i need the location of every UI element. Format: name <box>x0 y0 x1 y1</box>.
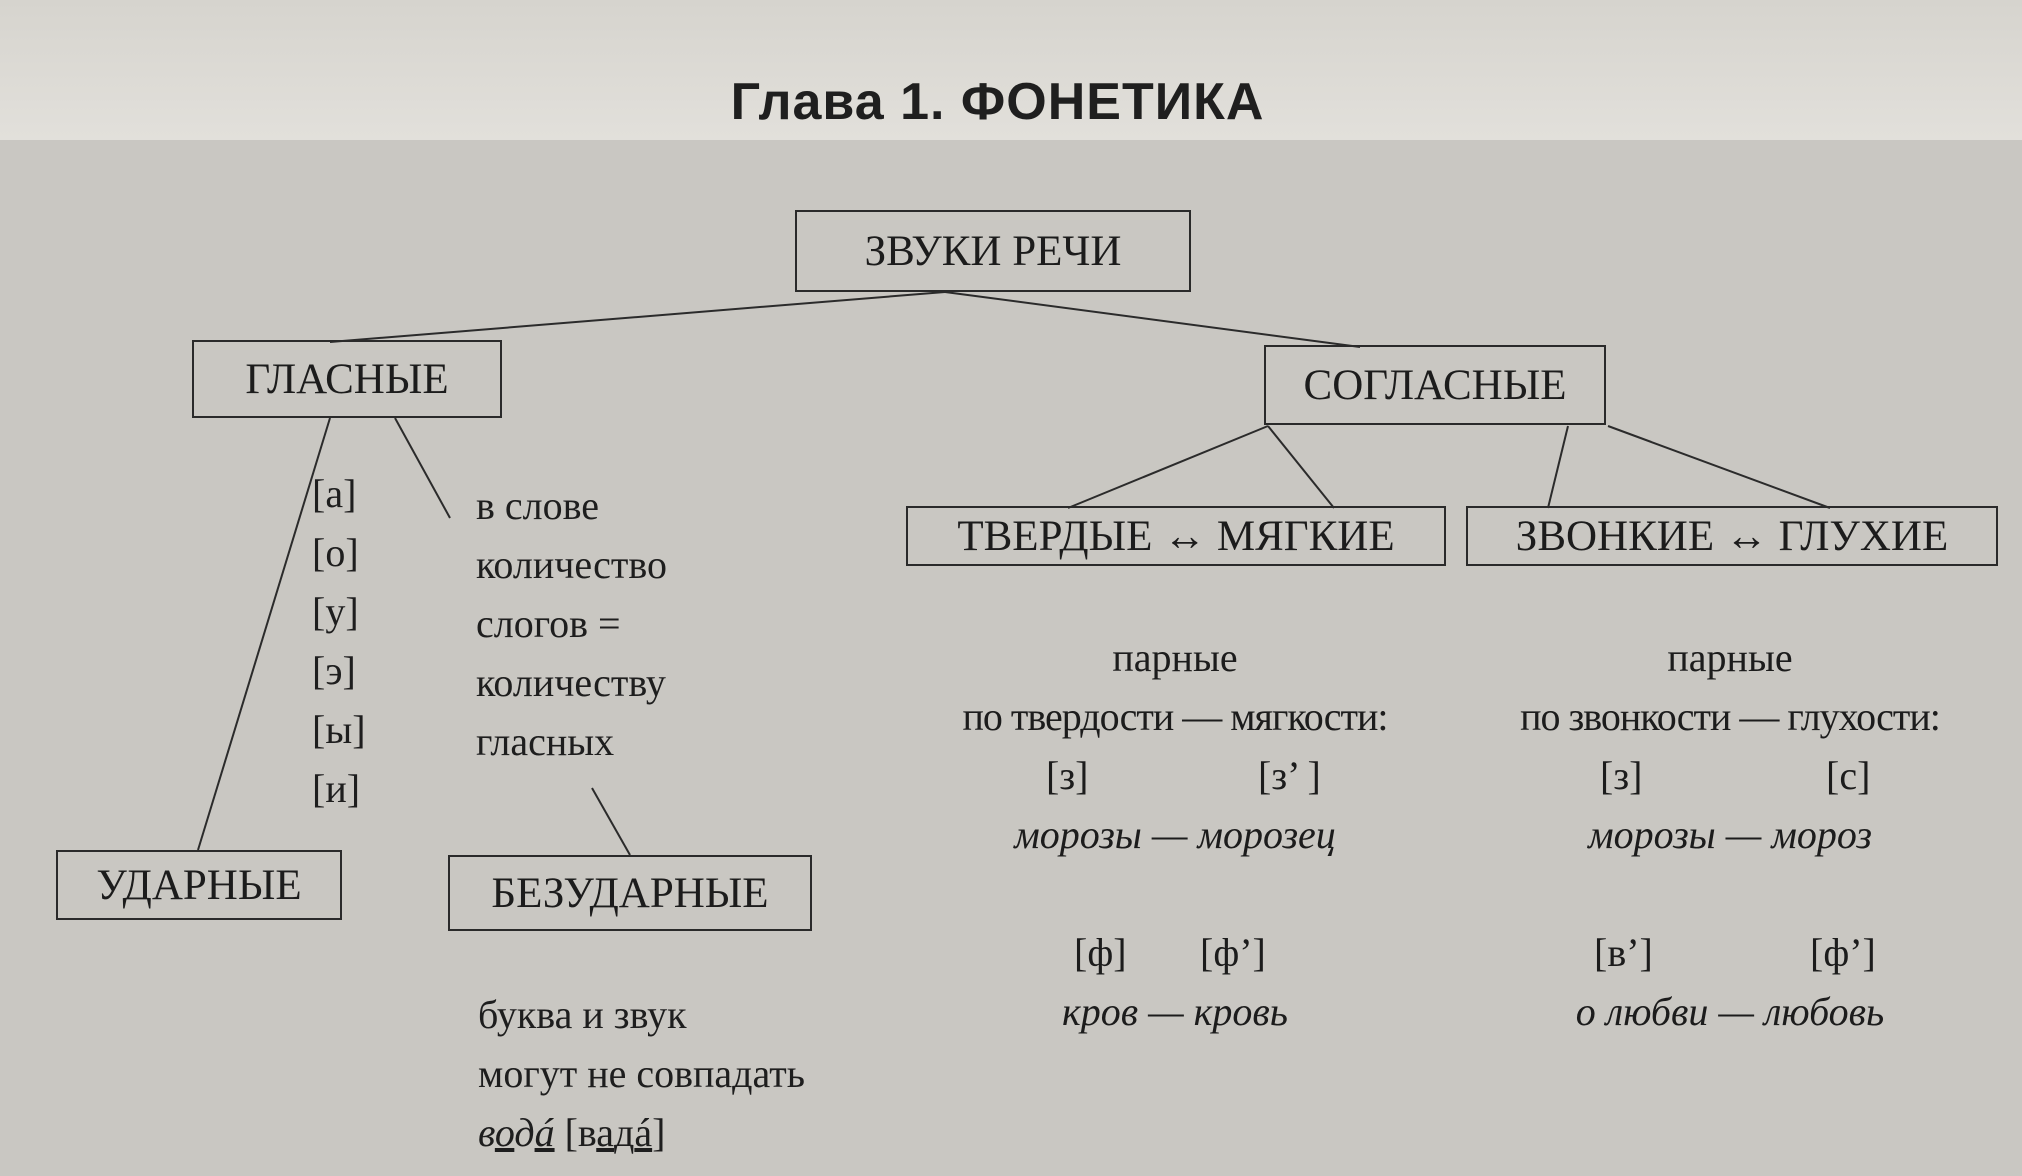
chapter-heading: Глава 1. ФОНЕТИКА <box>730 73 1265 131</box>
example-transcription: [вадá] <box>554 1110 666 1155</box>
edge-vowels-stressed <box>198 418 330 850</box>
voiced-sound-a: [з] <box>1600 753 1643 798</box>
hard-soft-title-2: по твердости — мягкости: <box>962 694 1388 739</box>
stressed-node <box>56 850 342 920</box>
hard-soft-sound-a: [з] <box>1046 753 1089 798</box>
hard-soft-sound-d: [ф’] <box>1200 930 1266 975</box>
consonants-node <box>1264 345 1606 425</box>
edge-root-consonants <box>945 292 1360 347</box>
vowel-sound: [о] <box>312 530 359 575</box>
unstressed-node-label: БЕЗУДАРНЫЕ <box>491 869 769 917</box>
vowel-sound: [у] <box>312 589 359 634</box>
syllable-rule-note <box>476 483 736 781</box>
vowel-sound: [и] <box>312 766 361 811</box>
unstressed-node <box>448 855 812 931</box>
vowels-node <box>192 340 502 418</box>
example-word: водá <box>478 1110 555 1155</box>
root-node-label: ЗВУКИ РЕЧИ <box>864 227 1122 275</box>
hard-soft-words-1: морозы — морозец <box>1014 812 1336 857</box>
voiced-title-2: по звонкости — глухости: <box>1520 694 1940 739</box>
edge-vowels-syllables <box>395 418 450 518</box>
unstressed-example <box>478 1110 898 1172</box>
root-node <box>795 210 1191 292</box>
voiced-title-1: парные <box>1667 635 1793 680</box>
edge-root-vowels <box>330 292 945 342</box>
edge-consonants-hard-soft-b <box>1268 426 1334 508</box>
vowel-sound: [э] <box>312 648 356 693</box>
edge-consonants-voiced-b <box>1608 426 1830 508</box>
hard-soft-title-1: парные <box>1112 635 1238 680</box>
voiced-sound-c: [в’] <box>1594 930 1653 975</box>
consonants-node-label: СОГЛАСНЫЕ <box>1303 361 1567 409</box>
hard-soft-node-label: ТВЕРДЫЕ ↔ МЯГКИЕ <box>957 512 1395 560</box>
hard-soft-sound-b: [з’ ] <box>1258 753 1321 798</box>
voiced-words-2: о любви — любовь <box>1575 989 1885 1034</box>
hard-soft-words-2: кров — кровь <box>1062 989 1288 1034</box>
vowel-sound: [ы] <box>312 707 366 752</box>
vowels-node-label: ГЛАСНЫЕ <box>245 355 449 403</box>
voiced-voiceless-node <box>1466 506 1998 566</box>
hard-soft-node <box>906 506 1446 566</box>
unstressed-rule-line: могут не совпадать <box>478 1051 805 1096</box>
syllable-rule-line: слогов = <box>476 601 621 646</box>
stressed-node-label: УДАРНЫЕ <box>96 861 302 909</box>
unstressed-rule-line: буква и звук <box>478 992 687 1037</box>
hard-soft-sound-c: [ф] <box>1074 930 1127 975</box>
voiced-sound-b: [с] <box>1826 753 1871 798</box>
edge-consonants-hard-soft-a <box>1068 426 1268 508</box>
vowel-sounds-list <box>312 471 382 828</box>
edge-consonants-voiced-a <box>1548 426 1568 508</box>
syllable-rule-line: количеству <box>476 660 666 705</box>
voiced-sound-d: [ф’] <box>1810 930 1876 975</box>
voiced-voiceless-node-label: ЗВОНКИЕ ↔ ГЛУХИЕ <box>1515 512 1949 560</box>
edge-syllables-unstressed <box>592 788 630 855</box>
vowel-sound: [а] <box>312 471 357 516</box>
syllable-rule-line: в слове <box>476 483 600 528</box>
syllable-rule-line: гласных <box>476 719 615 764</box>
voiced-words-1: морозы — мороз <box>1588 812 1872 857</box>
unstressed-rule-note <box>478 992 898 1172</box>
syllable-rule-line: количество <box>476 542 667 587</box>
